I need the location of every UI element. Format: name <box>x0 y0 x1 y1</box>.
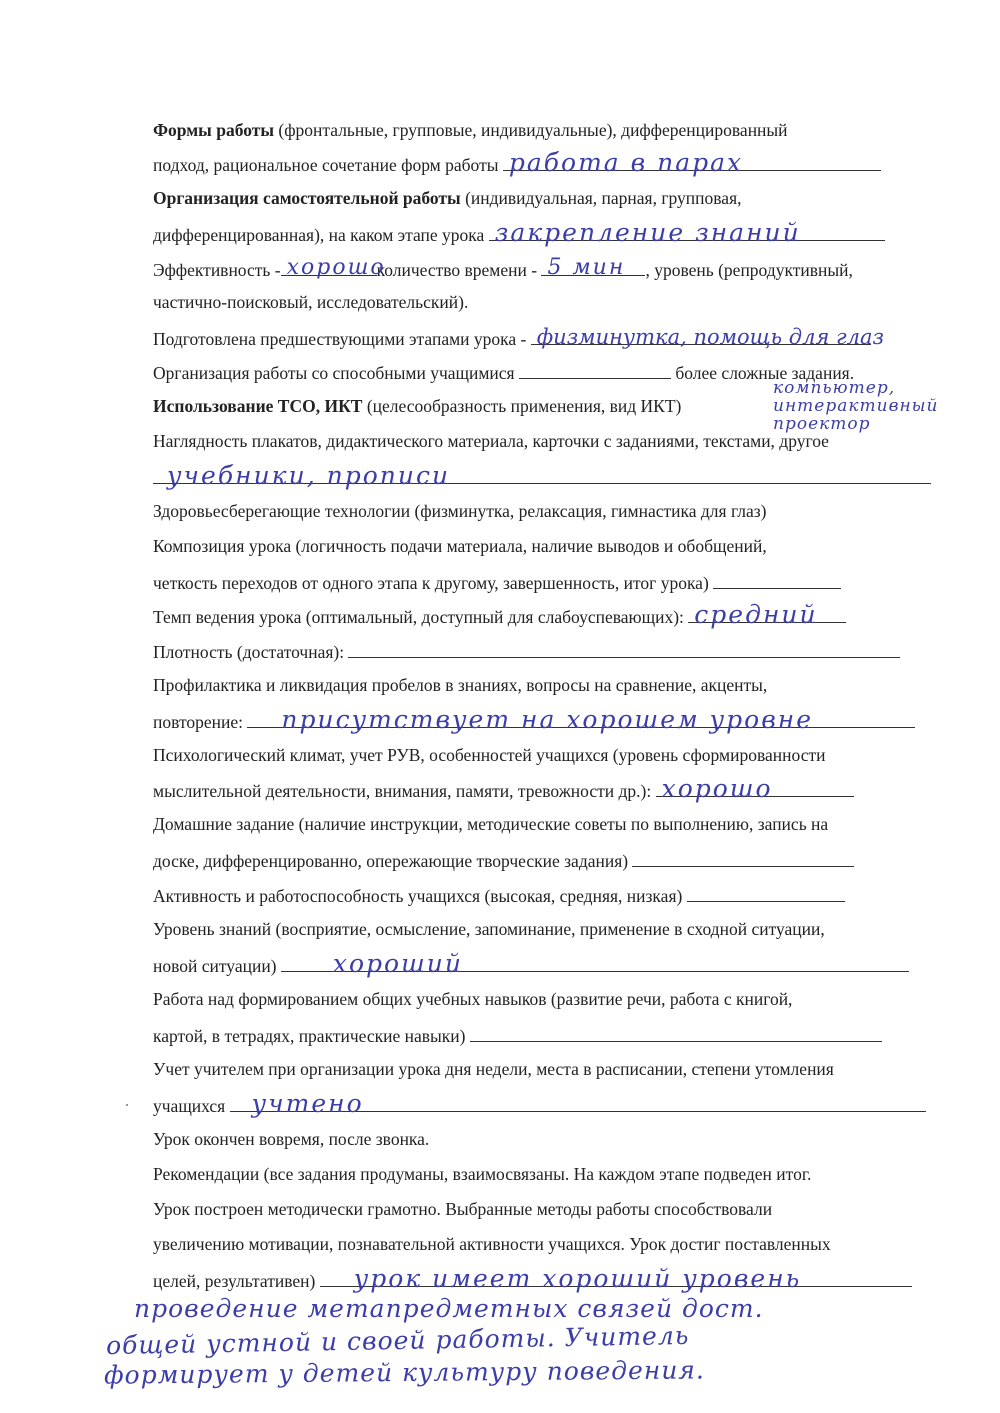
text: Урок окончен вовремя, после звонка. <box>153 1129 430 1149</box>
text: Рекомендации (все задания продуманы, взаимосвязаны. На каждом этапе подведен итог. <box>153 1164 812 1184</box>
handwritten-answer: хорошо <box>286 255 386 280</box>
answer-field[interactable] <box>320 1264 912 1293</box>
text: , уровень (репродуктивный, <box>645 260 853 280</box>
handwritten-answer: работа в парах <box>508 148 744 177</box>
line-climate <box>153 744 943 766</box>
handwritten-answer: учебники, прописи <box>167 461 451 490</box>
handwritten-answer: учтено <box>251 1089 364 1118</box>
answer-field[interactable] <box>503 148 881 177</box>
heading-self-work: Организация самостоятельной работы <box>153 188 461 208</box>
text: Наглядность плакатов, дидактического материала, карточки с заданиями, текстами, другое <box>153 431 829 451</box>
line-prepared <box>153 326 943 350</box>
text: (индивидуальная, парная, групповая, <box>460 188 742 208</box>
text: Подготовлена предшествующими этапами урока - <box>153 329 527 349</box>
text: частично-поисковый, исследовательский). <box>153 292 469 312</box>
handwritten-note-2: общей устной и своей работы. Учитель <box>105 1320 690 1361</box>
handwritten-answer: хороший <box>332 949 463 978</box>
text: картой, в тетрадях, практические навыки) <box>153 1026 466 1046</box>
line-self-work <box>153 187 943 209</box>
line-goals <box>153 1264 943 1293</box>
handwritten-answer: хорошо <box>661 774 773 803</box>
line-composition <box>153 535 943 557</box>
text: целей, результативен) <box>153 1271 316 1291</box>
handwritten-answer: присутствует на хорошем уровне <box>281 705 814 734</box>
text: Композиция урока (логичность подачи материала, наличие выводов и обобщений, <box>153 536 767 556</box>
answer-field[interactable] <box>632 848 854 867</box>
text: увеличению мотивации, познавательной активности учащихся. Урок достиг поставленных <box>153 1234 831 1254</box>
line-levels <box>153 291 943 313</box>
text: учащихся <box>153 1096 226 1116</box>
handwritten-answer: урок имеет хороший уровень <box>353 1264 802 1293</box>
text: Профилактика и ликвидация пробелов в знаниях, вопросы на сравнение, акценты, <box>153 675 768 695</box>
text: мыслительной деятельности, внимания, памяти, тревожности др.): <box>153 781 652 801</box>
handwritten-answer: закрепление знаний <box>494 218 801 247</box>
line-finished <box>153 1128 943 1150</box>
answer-field[interactable] <box>687 883 845 902</box>
handwritten-answer: физминутка, помощь для глаз <box>536 325 885 349</box>
handwritten-answer: компьютер, интерактивный проектор <box>773 378 939 434</box>
text: более сложные задания. <box>675 363 855 383</box>
line-motivation <box>153 1233 943 1255</box>
text: доске, дифференцированно, опережающие творческие задания) <box>153 851 629 871</box>
line-homework <box>153 813 943 835</box>
line-visuals-answer <box>153 461 943 490</box>
answer-field[interactable] <box>656 774 854 803</box>
text: Эффективность - <box>153 260 281 280</box>
text: Активность и работоспособность учащихся (высокая, средняя, низкая) <box>153 886 683 906</box>
line-new-situation <box>153 949 943 978</box>
handwritten-answer: 5 мин <box>547 255 626 280</box>
line-methods <box>153 1198 943 1220</box>
line-density <box>153 639 943 663</box>
line-recommendations <box>153 1163 943 1185</box>
line-ict <box>153 378 943 434</box>
line-activity <box>153 883 943 907</box>
text: Темп ведения урока (оптимальный, доступный для слабоуспевающих): <box>153 607 684 627</box>
text: Урок построен методически грамотно. Выбранные методы работы способствовали <box>153 1199 773 1219</box>
answer-field[interactable] <box>519 360 671 379</box>
line-practical <box>153 1023 943 1047</box>
answer-field[interactable] <box>247 705 915 734</box>
text: Плотность (достаточная): <box>153 642 345 662</box>
answer-field[interactable] <box>153 461 931 490</box>
text: Психологический климат, учет РУВ, особенностей учащихся (уровень сформированности <box>153 745 826 765</box>
line-schedule <box>153 1058 943 1080</box>
answer-field[interactable] <box>688 600 846 629</box>
text: дифференцированная), на каком этапе урока <box>153 225 485 245</box>
handwritten-note-3: формирует у детей культуру поведения. <box>103 1355 705 1390</box>
answer-field[interactable] <box>531 325 885 349</box>
line-visuals <box>153 430 943 452</box>
answer-field[interactable] <box>348 639 900 658</box>
text: (фронтальные, групповые, индивидуальные), дифференцированный <box>274 120 788 140</box>
scan-speck <box>126 1104 128 1106</box>
text: Организация работы со способными учащимися <box>153 363 515 383</box>
line-health <box>153 500 943 522</box>
line-thinking <box>153 774 943 803</box>
line-skills <box>153 988 943 1010</box>
line-students <box>153 1089 943 1118</box>
heading-forms-of-work: Формы работы <box>153 120 274 140</box>
text: четкость переходов от одного этапа к другому, завершенность, итог урока) <box>153 573 709 593</box>
line-forms-of-work <box>153 119 943 141</box>
answer-field[interactable] <box>541 255 645 280</box>
text: подход, рациональное сочетание форм работы <box>153 155 499 175</box>
answer-field[interactable] <box>281 949 909 978</box>
text: Работа над формированием общих учебных навыков (развитие речи, работа с книгой, <box>153 989 793 1009</box>
answer-field[interactable] <box>230 1089 926 1118</box>
text: новой ситуации) <box>153 956 277 976</box>
line-homework-tasks <box>153 848 943 872</box>
text: повторение: <box>153 712 243 732</box>
text: (целесообразность применения, вид ИКТ) <box>362 396 682 416</box>
answer-field[interactable] <box>713 570 841 589</box>
line-knowledge <box>153 918 943 940</box>
line-repetition <box>153 705 943 734</box>
answer-field[interactable] <box>281 255 386 280</box>
handwritten-answer: средний <box>694 600 818 629</box>
text: Уровень знаний (восприятие, осмысление, запоминание, применение в сходной ситуации, <box>153 919 825 939</box>
line-efficiency <box>153 257 943 281</box>
line-stage <box>153 218 943 247</box>
line-transitions <box>153 570 943 594</box>
answer-field[interactable] <box>470 1023 882 1042</box>
answer-field[interactable] <box>489 218 885 247</box>
line-prevention <box>153 674 943 696</box>
text: Учет учителем при организации урока дня недели, места в расписании, степени утомления <box>153 1059 834 1079</box>
handwritten-note-1: проведение метапредметных связей дост. <box>134 1294 764 1323</box>
line-tempo <box>153 600 943 629</box>
heading-ict: Использование ТСО, ИКТ <box>153 396 363 416</box>
text: Домашние задание (наличие инструкции, методические советы по выполнению, запись на <box>153 814 829 834</box>
text: Здоровьесберегающие технологии (физминутка, релаксация, гимнастика для глаз) <box>153 501 767 521</box>
line-forms-combination <box>153 148 943 177</box>
text: количество времени - <box>376 260 538 280</box>
